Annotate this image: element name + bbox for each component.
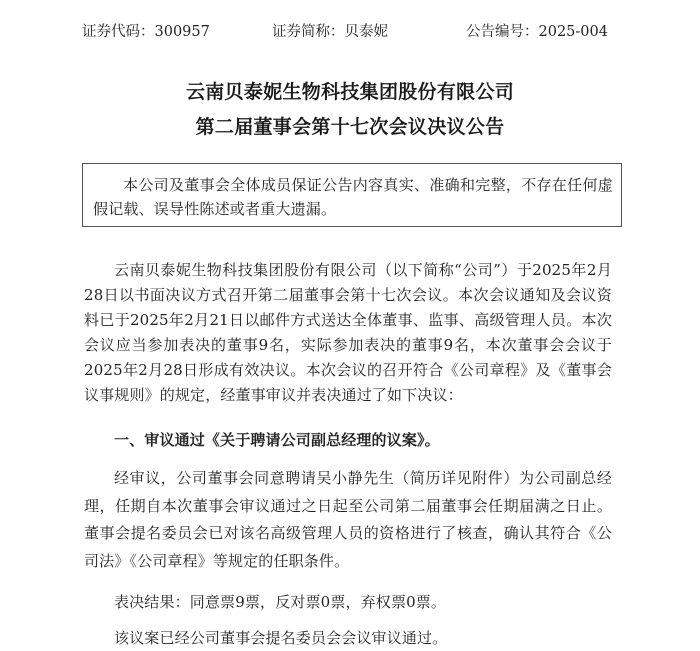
vote-result: 表决结果：同意票9票，反对票0票，弃权票0票。: [114, 593, 447, 611]
committee-note: 该议案已经公司董事会提名委员会会议审议通过。: [114, 629, 448, 647]
disclaimer-box: [82, 163, 622, 227]
announcement-header: [0, 20, 700, 44]
resolution-1-heading: 一、审议通过《关于聘请公司副总经理的议案》。: [114, 431, 440, 449]
meeting-intro-paragraph: 云南贝泰妮生物科技集团股份有限公司（以下简称“公司”）于2025年2月28日以书面决议方式召开第二届董事会第十七次会议。本次会议通知及会议资料已于2025年2月21日以邮件方式送达全体董事、监事、高级管理人员。本次会议应当参加表决的董事9名，实际参加表决的董事9名，本次董事会会议于2025年2月28日形成有效决议。本次会议的召开符合《公司章程》及《董事会议事规则》的规定，经董事审议并表决通过了如下决议：: [84, 261, 612, 404]
company-name-title: 云南贝泰妮生物科技集团股份有限公司: [185, 81, 515, 103]
resolution-1-detail: 经审议，公司董事会同意聘请吴小静先生（简历详见附件）为公司副总经理，任期自本次董事会审议通过之日起至公司第二届董事会任期届满之日止。董事会提名委员会已对该名高级管理人员的资格进行了核查，确认其符合《公司法》《公司章程》等规定的任职条件。: [84, 469, 612, 570]
stock-abbreviation: 证券简称：贝泰妮: [272, 24, 388, 40]
announcement-title: 第二届董事会第十七次会议决议公告: [195, 116, 505, 138]
announcement-number: 公告编号：2025-004: [466, 24, 608, 40]
stock-code: 证券代码：300957: [82, 24, 210, 40]
disclaimer-text: 本公司及董事会全体成员保证公告内容真实、准确和完整，不存在任何虚假记载、误导性陈述或者重大遗漏。: [93, 176, 613, 218]
